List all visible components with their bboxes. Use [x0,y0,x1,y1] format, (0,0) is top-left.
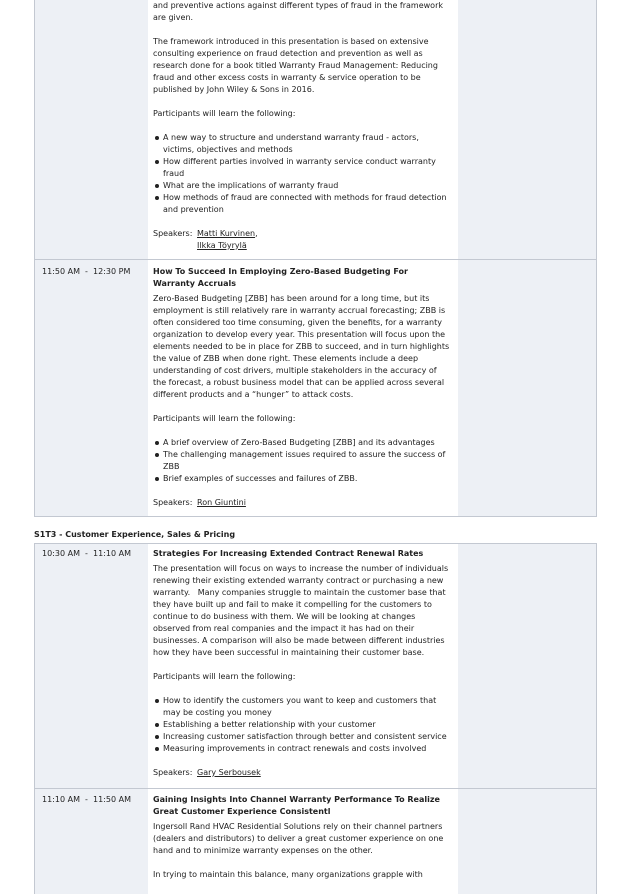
description-line: consulting experience on fraud detection and prevention as well as [153,49,423,58]
learn-intro-line: Participants will learn the following: [153,672,296,681]
session-row [35,0,596,260]
description-line: often considered too time consuming, given the benefits, for a warranty [153,318,442,327]
learn-intro [153,413,456,425]
learning-points [153,437,456,485]
bullet-icon [155,136,159,140]
title-line: Gaining Insights Into Channel Warranty Performance To Realize [153,795,440,804]
description-line: are given. [153,13,194,22]
learning-points [153,695,456,755]
learning-point [153,731,456,743]
bullet-line: may be costing you money [163,708,272,717]
speakers-label: Speakers: [153,498,193,507]
bullet-icon [155,723,159,727]
title-line: Strategies For Increasing Extended Contract Renewal Rates [153,549,424,558]
session-time-cell [35,789,148,894]
description-line: businesses. A comparison will also be made between different industries [153,636,445,645]
learning-point [153,180,456,192]
speaker-link[interactable]: Ron Giuntini [197,498,246,507]
session-description [153,0,456,24]
bullet-icon [155,196,159,200]
speakers [153,497,456,509]
learning-points [153,132,456,216]
session-description [153,821,456,857]
bullet-icon [155,747,159,751]
speakers [153,767,456,779]
description-line: research done for a book titled Warranty Fraud Management: Reducing [153,61,438,70]
session-row [35,789,596,894]
bullet-line: ZBB [163,462,180,471]
speaker-entry [197,240,258,252]
session-title [153,266,456,290]
bullet-line: A new way to structure and understand warranty fraud - actors, [163,133,419,142]
bullet-line: fraud [163,169,185,178]
description-line: the value of ZBB when done right. These elements include a deep [153,354,419,363]
speaker-list [197,228,258,252]
session-side-column [458,544,596,788]
session-description [153,36,456,96]
description-line: and preventive actions against different types of fraud in the framework [153,1,443,10]
description-line: Ingersoll Rand HVAC Residential Solutions rely on their channel partners [153,822,443,831]
speakers-label: Speakers: [153,768,193,777]
description-line: understanding of cost drivers, multiple stakeholders in the accuracy of [153,366,437,375]
learning-point [153,743,456,755]
session-side-column [458,260,596,516]
bullet-icon [155,735,159,739]
session-side-column [458,0,596,259]
session-details [148,260,458,516]
speaker-list [197,497,246,509]
session-time: 11:10 AM - 11:50 AM [42,795,132,804]
bullet-line: A brief overview of Zero-Based Budgeting [ZBB] and its advantages [163,438,435,447]
description-line: hand and to minimize warranty expenses on the other. [153,846,373,855]
learning-point [153,192,456,216]
description-line: how they have been successful in maintaining their customer base. [153,648,425,657]
description-line: continue to do business with them. We will be looking at changes [153,612,416,621]
learn-intro [153,671,456,683]
bullet-line: Brief examples of successes and failures of ZBB. [163,474,358,483]
speaker-separator: , [255,229,258,238]
bullet-line: and prevention [163,205,224,214]
learning-point [153,473,456,485]
description-line: different products and a “hunger” to attack costs. [153,390,354,399]
speaker-entry [197,228,258,240]
learn-intro-line: Participants will learn the following: [153,109,296,118]
bullet-icon [155,184,159,188]
description-line: fraud and other excess costs in warranty & service operation to be [153,73,421,82]
session-title [153,794,456,818]
session-time-cell [35,260,148,516]
description-line: warranty. Many companies struggle to maintain the customer base that [153,588,446,597]
bullet-icon [155,160,159,164]
bullet-icon [155,699,159,703]
description-line: elements needed to be in place for ZBB to succeed, and in turn highlights [153,342,450,351]
description-line: Zero-Based Budgeting [ZBB] has been around for a long time, but its [153,294,430,303]
title-line: Warranty Accruals [153,279,236,288]
speaker-entry [197,497,246,509]
bullet-line: Measuring improvements in contract renewals and costs involved [163,744,427,753]
speaker-link[interactable]: Ilkka Töyrylä [197,241,247,250]
bullet-icon [155,477,159,481]
speakers-label: Speakers: [153,229,193,238]
learning-point [153,449,456,473]
bullet-line: Establishing a better relationship with your customer [163,720,376,729]
description-line: The presentation will focus on ways to increase the number of individuals [153,564,449,573]
session-description [153,293,456,401]
session-time-cell [35,544,148,788]
bullet-line: How to identify the customers you want to keep and customers that [163,696,437,705]
title-line: How To Succeed In Employing Zero-Based Budgeting For [153,267,408,276]
bullet-line: victims, objectives and methods [163,145,293,154]
description-line: renewing their existing extended warranty contract or purchasing a new [153,576,444,585]
description-line: In trying to maintain this balance, many organizations grapple with [153,870,423,879]
description-line: (dealers and distributors) to deliver a great customer experience on one [153,834,444,843]
description-line: observed from real companies and the impact it has had on their [153,624,415,633]
session-row [35,260,596,517]
session-time: 11:50 AM - 12:30 PM [42,267,131,276]
description-line: they have built up and fail to make it compelling for the customers to [153,600,432,609]
session-time: 10:30 AM - 11:10 AM [42,549,132,558]
speaker-entry [197,767,261,779]
learning-point [153,719,456,731]
description-line: The framework introduced in this presentation is based on extensive [153,37,429,46]
schedule-table [34,0,597,517]
session-time-cell [35,0,148,259]
learning-point [153,132,456,156]
session-row [35,544,596,789]
session-details [148,789,458,894]
session-details [148,0,458,259]
title-line: Great Customer Experience Consistentl [153,807,331,816]
bullet-line: What are the implications of warranty fraud [163,181,339,190]
learn-intro [153,108,456,120]
session-description [153,563,456,659]
bullet-line: Increasing customer satisfaction through better and consistent service [163,732,447,741]
description-line: employment is still relatively rare in warranty accrual forecasting; ZBB is [153,306,446,315]
session-side-column [458,789,596,894]
session-details [148,544,458,788]
learning-point [153,156,456,180]
speaker-link[interactable]: Gary Serbousek [197,768,261,777]
bullet-icon [155,453,159,457]
description-line: the forecast, a robust business model that can be applied across several [153,378,445,387]
description-line: published by John Wiley & Sons in 2016. [153,85,315,94]
bullet-line: How different parties involved in warranty service conduct warranty [163,157,436,166]
learn-intro-line: Participants will learn the following: [153,414,296,423]
speakers [153,228,456,252]
bullet-line: How methods of fraud are connected with methods for fraud detection [163,193,447,202]
bullet-icon [155,441,159,445]
schedule-table [34,543,597,894]
description-line: organization to develop every year. This presentation will focus upon the [153,330,446,339]
session-title [153,548,456,560]
session-description [153,869,456,881]
speaker-list [197,767,261,779]
learning-point [153,437,456,449]
learning-point [153,695,456,719]
bullet-line: The challenging management issues required to assure the success of [163,450,446,459]
speaker-link[interactable]: Matti Kurvinen [197,229,256,238]
track-heading: S1T3 - Customer Experience, Sales & Pricing [34,530,236,539]
